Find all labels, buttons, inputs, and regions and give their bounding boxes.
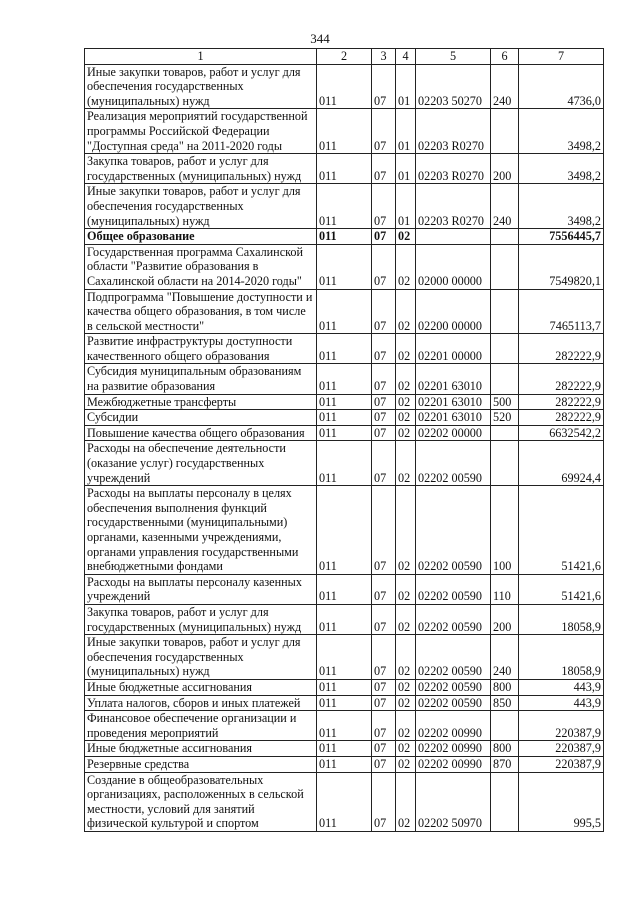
row-subsection-code: 02: [396, 441, 416, 486]
row-amount: 443,9: [519, 679, 604, 695]
row-name: Иные закупки товаров, работ и услуг для обеспечения государственных (муниципальных) нужд: [85, 64, 317, 109]
table-row: [85, 635, 604, 680]
row-expense-type: 500: [491, 394, 519, 410]
row-ministry-code: 011: [317, 679, 372, 695]
row-expense-type: 100: [491, 486, 519, 575]
row-subsection-code: 02: [396, 334, 416, 364]
row-name: Государственная программа Сахалинской области "Развитие образования в Сахалинской области на 2014-2020 годы": [85, 244, 317, 289]
table-row: [85, 695, 604, 711]
table-row: [85, 410, 604, 426]
row-target-article: 02202 00590: [416, 574, 491, 604]
table-row: [85, 604, 604, 634]
row-target-article: 02201 63010: [416, 364, 491, 394]
row-subsection-code: 02: [396, 772, 416, 831]
row-ministry-code: 011: [317, 64, 372, 109]
row-expense-type: 800: [491, 679, 519, 695]
row-amount: 282222,9: [519, 364, 604, 394]
row-ministry-code: 011: [317, 756, 372, 772]
row-amount: 3498,2: [519, 154, 604, 184]
row-target-article: 02202 00990: [416, 741, 491, 757]
row-target-article: 02203 R0270: [416, 154, 491, 184]
row-subsection-code: 02: [396, 244, 416, 289]
table-row: [85, 679, 604, 695]
row-expense-type: 240: [491, 64, 519, 109]
row-section-code: 07: [372, 711, 396, 741]
row-name: Расходы на выплаты персоналу казенных учреждений: [85, 574, 317, 604]
row-amount: 282222,9: [519, 410, 604, 426]
row-section-code: 07: [372, 679, 396, 695]
row-subsection-code: 02: [396, 394, 416, 410]
row-name: Подпрограмма "Повышение доступности и качества общего образования, в том числе в сельской местности": [85, 289, 317, 334]
header-row: [85, 49, 604, 65]
row-name: Закупка товаров, работ и услуг для государственных (муниципальных) нужд: [85, 604, 317, 634]
row-subsection-code: 02: [396, 679, 416, 695]
row-subsection-code: 02: [396, 229, 416, 245]
table-row: [85, 184, 604, 229]
row-target-article: 02202 00590: [416, 441, 491, 486]
row-expense-type: 800: [491, 741, 519, 757]
row-amount: 51421,6: [519, 486, 604, 575]
row-subsection-code: 02: [396, 410, 416, 426]
table-row: [85, 229, 604, 245]
row-subsection-code: 01: [396, 184, 416, 229]
row-section-code: 07: [372, 441, 396, 486]
row-ministry-code: 011: [317, 154, 372, 184]
table-row: [85, 425, 604, 441]
row-amount: 18058,9: [519, 604, 604, 634]
row-name: Субсидии: [85, 410, 317, 426]
row-section-code: 07: [372, 635, 396, 680]
row-amount: 6632542,2: [519, 425, 604, 441]
column-header: 4: [396, 49, 416, 65]
row-name: Иные закупки товаров, работ и услуг для обеспечения государственных (муниципальных) нужд: [85, 635, 317, 680]
row-ministry-code: 011: [317, 410, 372, 426]
table-row: [85, 334, 604, 364]
row-ministry-code: 011: [317, 635, 372, 680]
row-subsection-code: 01: [396, 109, 416, 154]
row-ministry-code: 011: [317, 364, 372, 394]
row-expense-type: 200: [491, 604, 519, 634]
row-section-code: 07: [372, 184, 396, 229]
table-row: [85, 741, 604, 757]
row-target-article: 02202 00990: [416, 711, 491, 741]
column-header: 7: [519, 49, 604, 65]
row-target-article: 02201 00000: [416, 334, 491, 364]
row-section-code: 07: [372, 244, 396, 289]
column-header: 1: [85, 49, 317, 65]
row-section-code: 07: [372, 756, 396, 772]
row-expense-type: [491, 364, 519, 394]
row-expense-type: [491, 425, 519, 441]
row-target-article: 02202 00590: [416, 635, 491, 680]
row-ministry-code: 011: [317, 711, 372, 741]
row-section-code: 07: [372, 425, 396, 441]
row-name: Уплата налогов, сборов и иных платежей: [85, 695, 317, 711]
row-amount: 282222,9: [519, 334, 604, 364]
row-name: Иные закупки товаров, работ и услуг для обеспечения государственных (муниципальных) нужд: [85, 184, 317, 229]
table-row: [85, 486, 604, 575]
row-amount: 18058,9: [519, 635, 604, 680]
row-expense-type: [491, 229, 519, 245]
row-amount: 7556445,7: [519, 229, 604, 245]
row-ministry-code: 011: [317, 184, 372, 229]
row-name: Финансовое обеспечение организации и проведения мероприятий: [85, 711, 317, 741]
page-number: 344: [310, 31, 330, 46]
row-target-article: 02202 00990: [416, 756, 491, 772]
column-header: 2: [317, 49, 372, 65]
row-amount: 3498,2: [519, 184, 604, 229]
row-ministry-code: 011: [317, 394, 372, 410]
row-target-article: 02201 63010: [416, 410, 491, 426]
row-section-code: 07: [372, 289, 396, 334]
table-row: [85, 109, 604, 154]
row-amount: 3498,2: [519, 109, 604, 154]
row-name: Межбюджетные трансферты: [85, 394, 317, 410]
row-name: Иные бюджетные ассигнования: [85, 741, 317, 757]
row-subsection-code: 02: [396, 635, 416, 680]
row-amount: 51421,6: [519, 574, 604, 604]
row-target-article: 02202 00000: [416, 425, 491, 441]
row-ministry-code: 011: [317, 695, 372, 711]
row-target-article: 02202 00590: [416, 486, 491, 575]
row-name: Повышение качества общего образования: [85, 425, 317, 441]
row-expense-type: 520: [491, 410, 519, 426]
row-subsection-code: 02: [396, 756, 416, 772]
row-expense-type: [491, 289, 519, 334]
row-subsection-code: 02: [396, 486, 416, 575]
row-target-article: 02000 00000: [416, 244, 491, 289]
row-target-article: 02203 R0270: [416, 184, 491, 229]
row-target-article: 02202 50970: [416, 772, 491, 831]
row-expense-type: 110: [491, 574, 519, 604]
table-row: [85, 711, 604, 741]
row-name: Резервные средства: [85, 756, 317, 772]
budget-table: [84, 48, 604, 832]
row-ministry-code: 011: [317, 772, 372, 831]
column-header: 3: [372, 49, 396, 65]
row-amount: 220387,9: [519, 711, 604, 741]
row-target-article: 02202 00590: [416, 604, 491, 634]
row-ministry-code: 011: [317, 109, 372, 154]
table-row: [85, 394, 604, 410]
table-row: [85, 441, 604, 486]
row-section-code: 07: [372, 334, 396, 364]
row-section-code: 07: [372, 154, 396, 184]
row-ministry-code: 011: [317, 244, 372, 289]
row-amount: 220387,9: [519, 741, 604, 757]
table-row: [85, 772, 604, 831]
row-section-code: 07: [372, 64, 396, 109]
row-section-code: 07: [372, 741, 396, 757]
row-section-code: 07: [372, 574, 396, 604]
row-subsection-code: 02: [396, 711, 416, 741]
row-expense-type: [491, 711, 519, 741]
row-target-article: [416, 229, 491, 245]
row-ministry-code: 011: [317, 229, 372, 245]
row-name: Расходы на обеспечение деятельности (оказание услуг) государственных учреждений: [85, 441, 317, 486]
row-name: Общее образование: [85, 229, 317, 245]
row-section-code: 07: [372, 109, 396, 154]
row-amount: 7549820,1: [519, 244, 604, 289]
table-row: [85, 756, 604, 772]
row-ministry-code: 011: [317, 425, 372, 441]
row-subsection-code: 02: [396, 364, 416, 394]
row-subsection-code: 02: [396, 604, 416, 634]
row-ministry-code: 011: [317, 574, 372, 604]
row-target-article: 02202 00590: [416, 679, 491, 695]
row-expense-type: 240: [491, 635, 519, 680]
row-section-code: 07: [372, 364, 396, 394]
row-expense-type: [491, 109, 519, 154]
row-section-code: 07: [372, 410, 396, 426]
column-header: 5: [416, 49, 491, 65]
row-subsection-code: 02: [396, 289, 416, 334]
row-ministry-code: 011: [317, 334, 372, 364]
row-subsection-code: 02: [396, 741, 416, 757]
table-row: [85, 244, 604, 289]
row-section-code: 07: [372, 604, 396, 634]
row-name: Иные бюджетные ассигнования: [85, 679, 317, 695]
table-row: [85, 154, 604, 184]
row-ministry-code: 011: [317, 741, 372, 757]
row-subsection-code: 01: [396, 154, 416, 184]
row-target-article: 02201 63010: [416, 394, 491, 410]
row-subsection-code: 02: [396, 425, 416, 441]
row-section-code: 07: [372, 695, 396, 711]
row-subsection-code: 02: [396, 695, 416, 711]
row-amount: 69924,4: [519, 441, 604, 486]
row-name: Субсидия муниципальным образованиям на развитие образования: [85, 364, 317, 394]
row-amount: 443,9: [519, 695, 604, 711]
row-expense-type: [491, 244, 519, 289]
row-name: Реализация мероприятий государственной программы Российской Федерации "Доступная среда" на 2011-2020 годы: [85, 109, 317, 154]
row-name: Создание в общеобразовательных организациях, расположенных в сельской местности, условий для занятий физической культурой и спортом: [85, 772, 317, 831]
row-ministry-code: 011: [317, 441, 372, 486]
row-section-code: 07: [372, 394, 396, 410]
row-expense-type: [491, 334, 519, 364]
row-amount: 220387,9: [519, 756, 604, 772]
row-amount: 282222,9: [519, 394, 604, 410]
row-target-article: 02203 R0270: [416, 109, 491, 154]
table-row: [85, 64, 604, 109]
row-amount: 7465113,7: [519, 289, 604, 334]
row-ministry-code: 011: [317, 289, 372, 334]
row-name: Развитие инфраструктуры доступности качественного общего образования: [85, 334, 317, 364]
row-section-code: 07: [372, 229, 396, 245]
table-row: [85, 289, 604, 334]
row-target-article: 02202 00590: [416, 695, 491, 711]
row-expense-type: 850: [491, 695, 519, 711]
row-subsection-code: 02: [396, 574, 416, 604]
table-row: [85, 574, 604, 604]
row-target-article: 02203 50270: [416, 64, 491, 109]
row-expense-type: 870: [491, 756, 519, 772]
row-name: Расходы на выплаты персоналу в целях обеспечения выполнения функций государственными (муниципальными) органами, казенными учреждениями, органами управления государственными внебюджетными фондами: [85, 486, 317, 575]
row-section-code: 07: [372, 486, 396, 575]
row-amount: 4736,0: [519, 64, 604, 109]
row-ministry-code: 011: [317, 486, 372, 575]
row-expense-type: 240: [491, 184, 519, 229]
row-amount: 995,5: [519, 772, 604, 831]
row-section-code: 07: [372, 772, 396, 831]
row-expense-type: [491, 441, 519, 486]
row-expense-type: 200: [491, 154, 519, 184]
row-target-article: 02200 00000: [416, 289, 491, 334]
table-row: [85, 364, 604, 394]
row-ministry-code: 011: [317, 604, 372, 634]
row-subsection-code: 01: [396, 64, 416, 109]
row-expense-type: [491, 772, 519, 831]
row-name: Закупка товаров, работ и услуг для государственных (муниципальных) нужд: [85, 154, 317, 184]
column-header: 6: [491, 49, 519, 65]
